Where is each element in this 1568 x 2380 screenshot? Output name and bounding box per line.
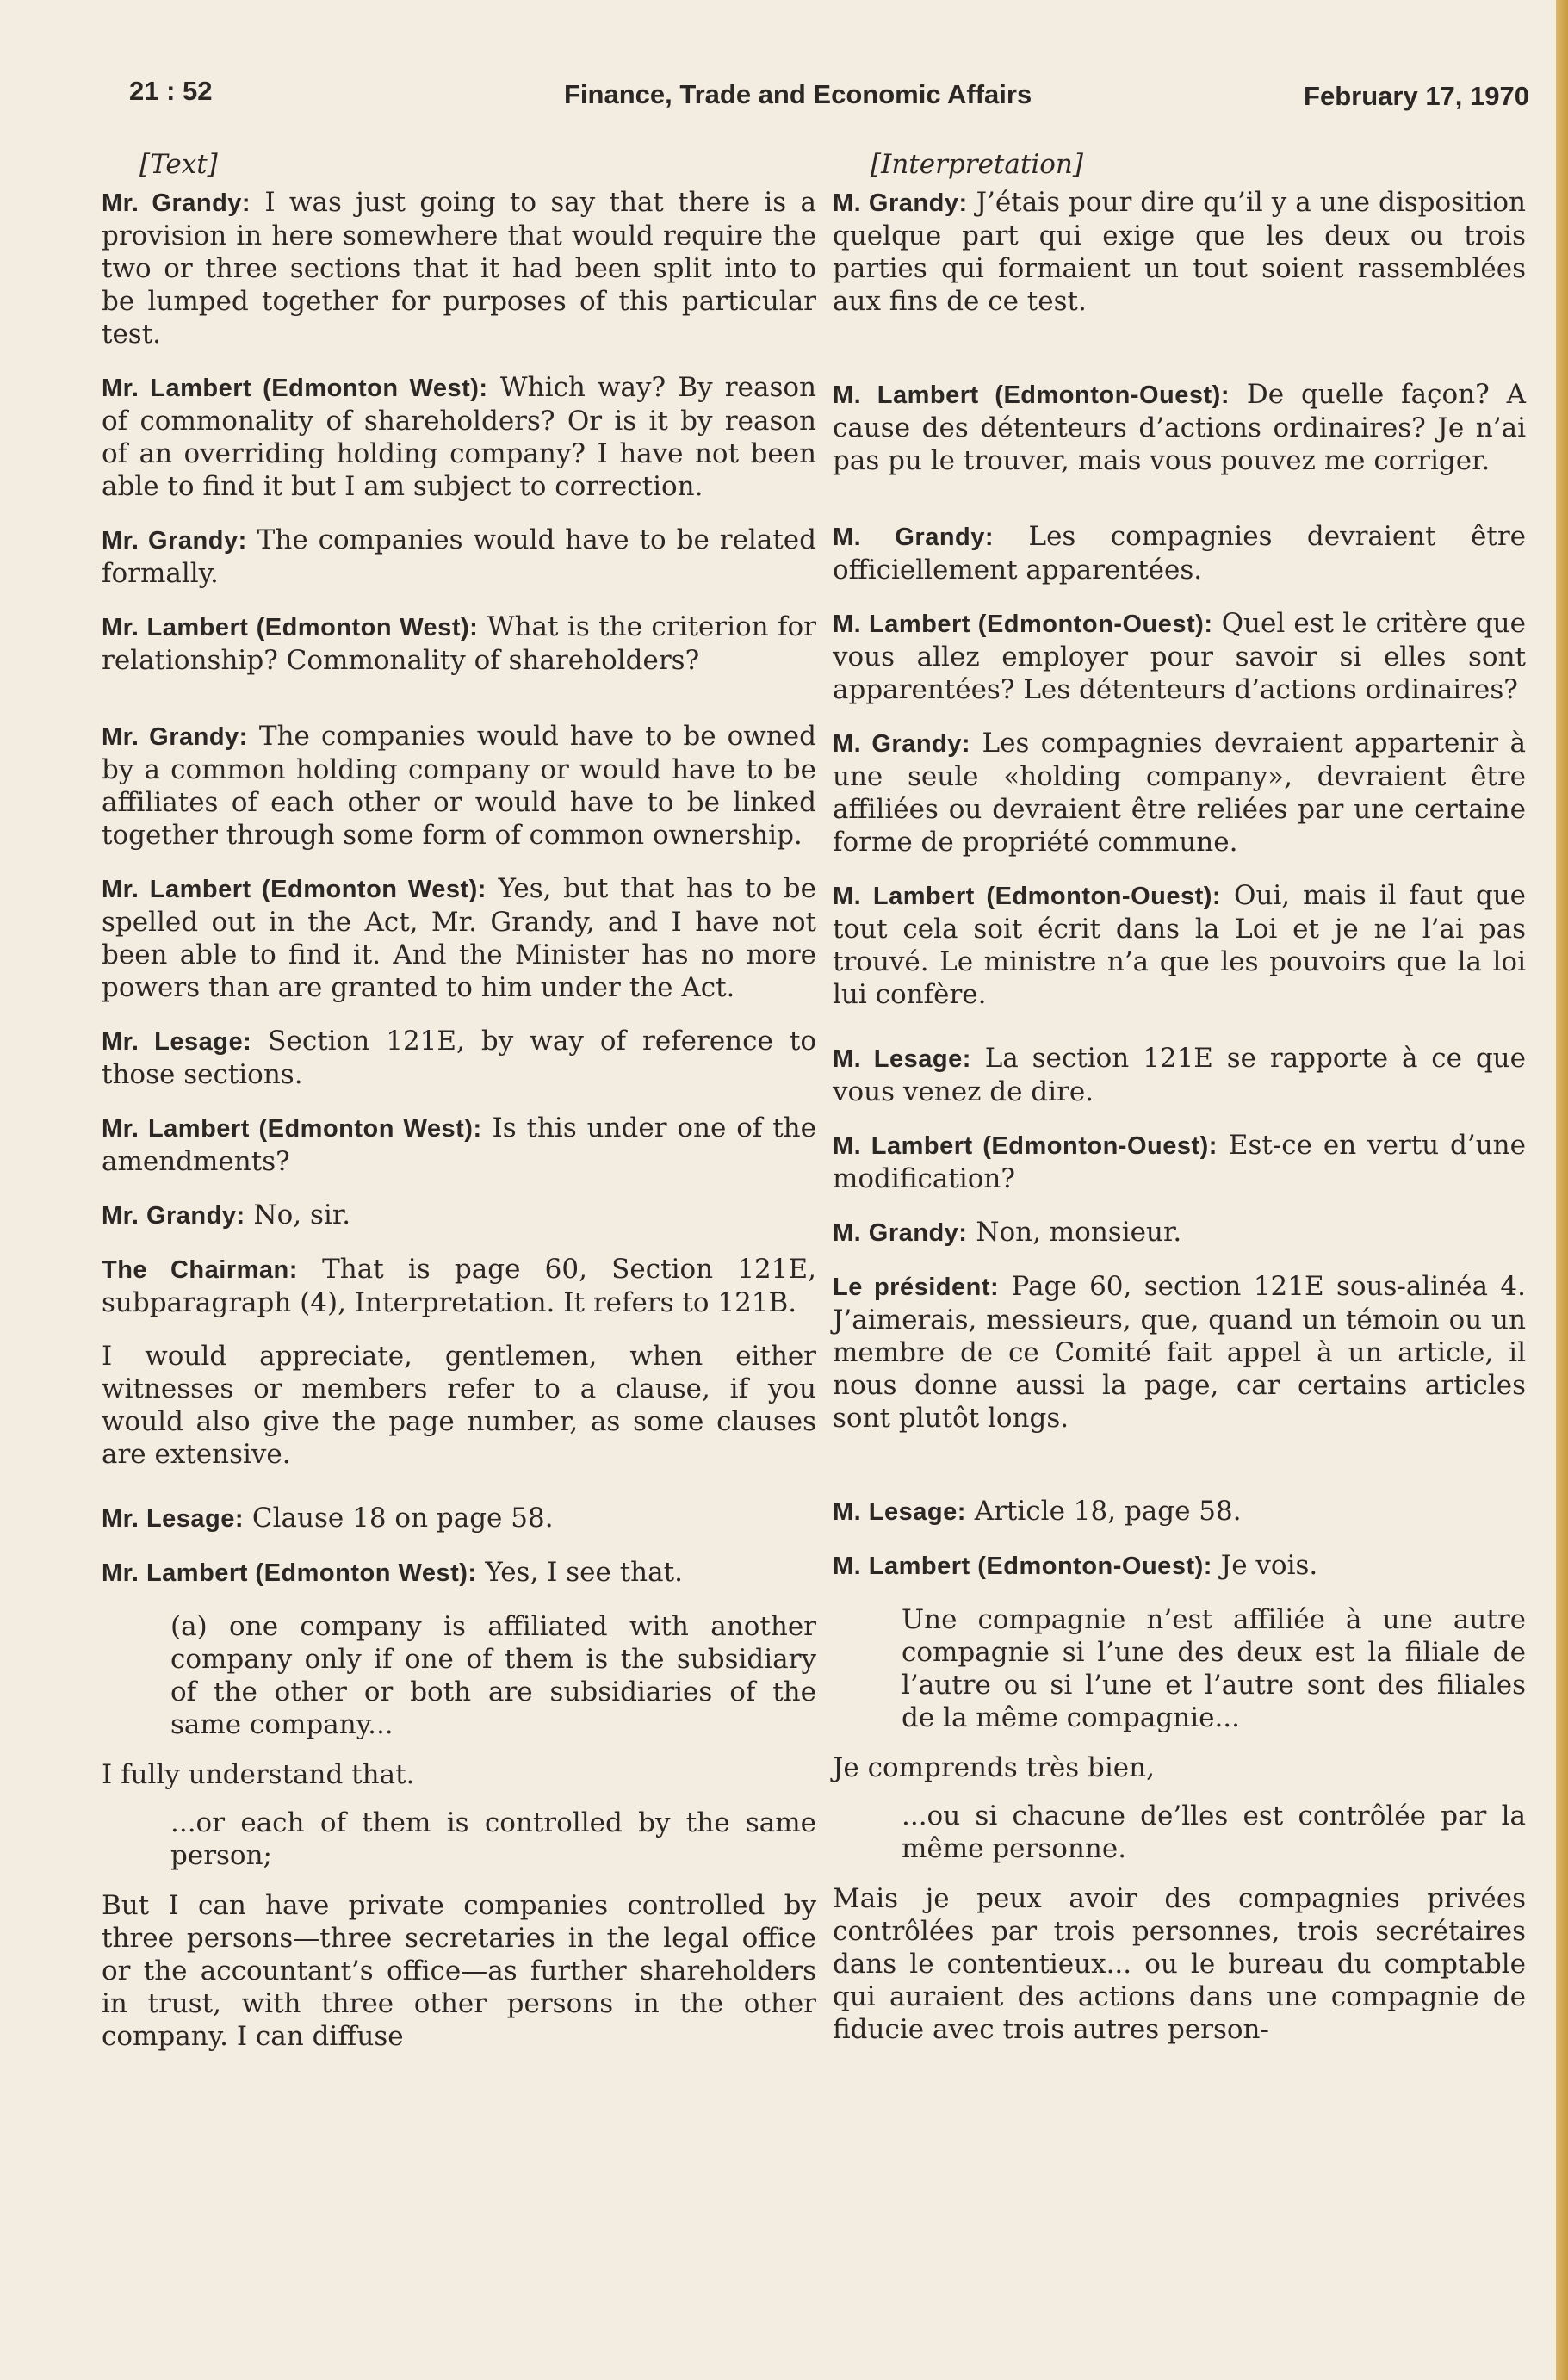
speaker-name: Mr. Lambert (Edmonton West):: [102, 375, 488, 402]
speaker-name: Mr. Lesage:: [102, 1028, 252, 1056]
transcript-paragraph: [102, 1025, 816, 1091]
speech-text: Oui, mais il faut que tout cela soit écrit dans la Loi et je ne l’ai pas trouvé. Le ministre n’a que les pouvoirs que la loi lui confère.: [833, 880, 1526, 1010]
speech-text: Yes, but that has to be spelled out in the Act, Mr. Grandy, and I have not been able to find it. And the Minister has no more powers than are granted to him under the Act.: [102, 873, 816, 1003]
speech-text: What is the criterion for relationship? Commonality of shareholders?: [102, 611, 816, 676]
plain-text: Je comprends très bien,: [833, 1752, 1155, 1783]
speaker-name: Mr. Lesage:: [102, 1505, 245, 1533]
transcript-paragraph: [833, 1549, 1526, 1583]
speech-text: Les compagnies devraient appartenir à une seule «holding company», devraient être affiliées ou devraient être reliées par une certaine forme de propriété commune.: [833, 728, 1526, 858]
page-edge-strip: [1556, 0, 1568, 2380]
page-number: 21 : 52: [129, 76, 213, 106]
speaker-name: Mr. Lambert (Edmonton West):: [102, 614, 479, 641]
plain-text: I fully understand that.: [102, 1759, 415, 1790]
transcript-paragraph: [102, 720, 816, 852]
speaker-name: M. Lambert (Edmonton-Ouest):: [833, 1132, 1218, 1160]
speech-text: Est-ce en vertu d’une modification?: [833, 1130, 1526, 1194]
page-header: [129, 67, 1529, 119]
speaker-name: Mr. Lambert (Edmonton West):: [102, 1115, 482, 1143]
transcript-paragraph: [833, 1129, 1526, 1195]
speech-text: Article 18, page 58.: [965, 1496, 1242, 1527]
speaker-name: Mr. Grandy:: [102, 189, 251, 217]
speaker-name: M. Lambert (Edmonton-Ouest):: [833, 610, 1213, 638]
transcript-paragraph: [102, 371, 816, 503]
speech-text: Non, monsieur.: [967, 1217, 1182, 1248]
speech-text: La section 121E se rapporte à ce que vous venez de dire.: [833, 1043, 1526, 1107]
transcript-paragraph: [833, 1270, 1526, 1435]
transcript-paragraph: [102, 1199, 816, 1232]
speech-text: The companies would have to be owned by a common holding company or would have to be affiliates of each other or would have to be linked together through some form of common ownership.: [102, 721, 816, 851]
speaker-name: Mr. Grandy:: [102, 527, 247, 555]
transcript-paragraph: [833, 1216, 1526, 1249]
speech-text: J’étais pour dire qu’il y a une disposition quelque part qui exige que les deux ou trois parties qui formaient un tout soient rassemblées aux fins de ce test.: [833, 187, 1526, 317]
running-title: Finance, Trade and Economic Affairs: [564, 79, 1032, 109]
section-label-text: [Text]: [139, 149, 218, 180]
quoted-clause: ...ou si chacune de’lles est contrôlée par la même personne.: [902, 1800, 1526, 1864]
speaker-name: Mr. Lambert (Edmonton West):: [102, 1559, 477, 1587]
transcript-paragraph: [102, 186, 816, 350]
page-date: February 17, 1970: [1304, 81, 1529, 111]
quoted-clause: ...or each of them is controlled by the same person;: [170, 1807, 816, 1871]
transcript-paragraph: [102, 1112, 816, 1178]
speech-text: The companies would have to be related formally.: [102, 524, 816, 589]
speech-text: Is this under one of the amendments?: [102, 1113, 816, 1177]
speaker-name: M. Grandy:: [833, 730, 971, 758]
transcript-paragraph: [833, 186, 1526, 318]
transcript-paragraph: [102, 872, 816, 1004]
transcript-paragraph: [833, 520, 1526, 586]
transcript-paragraph: [102, 610, 816, 677]
speech-text: Which way? By reason of commonality of shareholders? Or is it by reason of an overriding holding company? I have not been able to find it but I am subject to correction.: [102, 372, 816, 502]
speech-text: That is page 60, Section 121E, subparagraph (4), Interpretation. It refers to 121B.: [102, 1254, 816, 1318]
transcript-paragraph: [102, 524, 816, 590]
speech-text: No, sir.: [245, 1199, 351, 1230]
speaker-name: M. Lambert (Edmonton-Ouest):: [833, 883, 1222, 910]
speech-text: Je vois.: [1212, 1550, 1318, 1581]
speaker-name: M. Lambert (Edmonton-Ouest):: [833, 1553, 1212, 1580]
transcript-paragraph: [833, 1042, 1526, 1108]
speech-text: I was just going to say that there is a provision in here somewhere that would require the two or three sections that it had been split into to be lumped together for purposes of this particular test.: [102, 187, 816, 350]
transcript-paragraph: [102, 1556, 816, 1590]
transcript-paragraph: [833, 378, 1526, 477]
speech-text: Clause 18 on page 58.: [244, 1503, 554, 1534]
plain-text: Mais je peux avoir des compagnies privées contrôlées par trois personnes, trois secrétaires dans le contentieux... ou le bureau du comptable qui auraient des actions dans une compagnie de fiducie avec trois autres person-: [833, 1883, 1526, 2045]
speech-text: I would appreciate, gentlemen, when either witnesses or members refer to a clause, if you would also give the page number, as some clauses are extensive.: [102, 1341, 816, 1470]
transcript-paragraph: [102, 1502, 816, 1535]
speech-text: Les compagnies devraient être officiellement apparentées.: [833, 521, 1526, 586]
english-column: [102, 138, 816, 2068]
quoted-clause: (a) one company is affiliated with another company only if one of them is the subsidiary of the other or both are subsidiaries of the same company...: [170, 1611, 816, 1740]
speech-text: Page 60, section 121E sous-alinéa 4. J’aimerais, messieurs, que, quand un témoin ou un membre de ce Comité fait appel à un article, il nous donne aussi la page, car certains articles sont plutôt longs.: [833, 1271, 1526, 1434]
speaker-name: M. Lambert (Edmonton-Ouest):: [833, 381, 1230, 409]
plain-text: But I can have private companies controlled by three persons—three secretaries in the legal office or the accountant’s office—as further shareholders in trust, with three other persons in the other company. I can diffuse: [102, 1890, 816, 2052]
section-label-interpretation: [Interpretation]: [871, 149, 1083, 180]
transcript-paragraph: [102, 1253, 816, 1319]
transcript-paragraph: [833, 607, 1526, 706]
speaker-name: M. Grandy:: [833, 1219, 968, 1247]
speaker-name: The Chairman:: [102, 1256, 298, 1284]
speech-text: Section 121E, by way of reference to those sections.: [102, 1026, 816, 1090]
transcript-paragraph: [833, 727, 1526, 858]
speech-text: Quel est le critère que vous allez employer pour savoir si elles sont apparentées? Les détenteurs d’actions ordinaires?: [833, 608, 1526, 705]
quoted-clause: Une compagnie n’est affiliée à une autre compagnie si l’une des deux est la filiale de l’autre ou si l’une et l’autre sont des filiales de la même compagnie...: [902, 1604, 1526, 1733]
transcript-paragraph: [102, 1340, 816, 1471]
speaker-name: M. Grandy:: [833, 524, 995, 551]
transcript-paragraph: [833, 879, 1526, 1011]
speech-text: De quelle façon? A cause des détenteurs d’actions ordinaires? Je n’ai pas pu le trouver, mais vous pouvez me corriger.: [833, 379, 1526, 476]
french-column: [833, 138, 1526, 2061]
speaker-name: M. Lesage:: [833, 1498, 966, 1526]
speaker-name: Mr. Grandy:: [102, 723, 248, 751]
speaker-name: M. Lesage:: [833, 1045, 971, 1073]
speaker-name: Mr. Grandy:: [102, 1202, 245, 1230]
speaker-name: Le président:: [833, 1274, 1000, 1301]
speaker-name: Mr. Lambert (Edmonton West):: [102, 876, 487, 903]
speech-text: Yes, I see that.: [476, 1557, 683, 1588]
speaker-name: M. Grandy:: [833, 189, 968, 217]
transcript-paragraph: [833, 1495, 1526, 1528]
